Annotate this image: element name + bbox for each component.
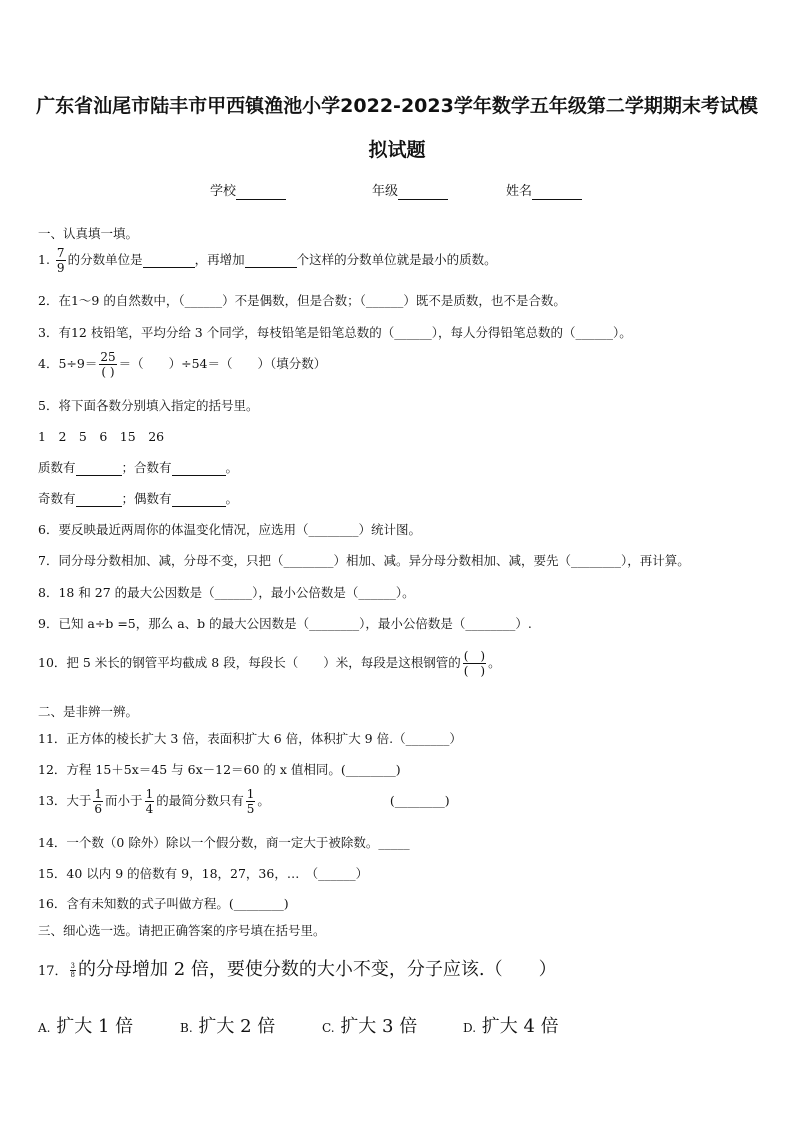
section-2-heading: 二、是非辨一辨。	[38, 704, 139, 719]
question-16: 16．含有未知数的式子叫做方程。(________)	[38, 896, 289, 911]
question-5-numbers: 1 2 5 6 15 26	[38, 429, 165, 444]
title-line-2: 拟试题	[368, 139, 426, 161]
question-3: 3．有12 枝铅笔，平均分给 3 个同学，每枝铅笔是铅笔总数的（______），每人分得铅笔总数的（______）。	[38, 325, 632, 340]
fraction: $\frac{( )}{( )}$	[463, 649, 486, 678]
section-3-heading: 三、细心选一选。请把正确答案的序号填在括号里。	[38, 923, 326, 938]
fraction: $\frac{25}{( )}$	[100, 350, 116, 379]
question-10: 10．把 5 米长的钢管平均截成 8 段，每段长（ ）米，每段是这根钢管的 $\frac{( )}{( )}$ 。	[38, 649, 501, 678]
name-field[interactable]: 姓名	[506, 180, 582, 200]
question-14: 14．一个数（0 除外）除以一个假分数，商一定大于被除数。_____	[38, 835, 410, 850]
question-17: 17． $\frac{3}{8}$ 的分母增加 2 倍，要使分数的大小不变，分子应该.（ ）	[38, 959, 557, 980]
question-12: 12．方程 15＋5x＝45 与 6x－12＝60 的 x 值相同。(________)	[38, 762, 401, 777]
fraction: $\frac{1}{4}$	[145, 787, 154, 816]
fraction: $\frac{1}{6}$	[94, 787, 103, 816]
question-2: 2．在1～9 的自然数中，（______）不是偶数，但是合数；（______）既不是质数，也不是合数。	[38, 293, 566, 308]
question-11: 11．正方体的棱长扩大 3 倍，表面积扩大 6 倍，体积扩大 9 倍.（_______）	[38, 731, 462, 746]
option-c[interactable]: C. 扩大 3 倍	[322, 1016, 418, 1037]
question-8: 8．18 和 27 的最大公因数是（______），最小公倍数是（______）。	[38, 585, 415, 600]
answer-blank[interactable]	[76, 491, 122, 507]
title-line-1: 广东省汕尾市陆丰市甲西镇渔池小学2022-2023学年数学五年级第二学期期末考试模	[36, 95, 758, 117]
question-13: 13．大于 $\frac{1}{6}$ 而小于 $\frac{1}{4}$ 的最简分数只有 $\frac{1}{5}$ 。 (________)	[38, 787, 450, 816]
school-field[interactable]: 学校	[210, 180, 286, 200]
question-15: 15．40 以内 9 的倍数有 9，18，27，36，… （______）	[38, 866, 369, 881]
section-1-heading: 一、认真填一填。	[38, 226, 139, 241]
option-b[interactable]: B. 扩大 2 倍	[180, 1016, 276, 1037]
question-9: 9．已知 a÷b =5，那么 a、b 的最大公因数是（________），最小公倍数是（________）.	[38, 616, 532, 631]
answer-blank[interactable]	[143, 252, 195, 268]
option-d[interactable]: D. 扩大 4 倍	[463, 1016, 559, 1037]
question-4: 4．5÷9＝ $\frac{25}{( )}$ ＝（ ）÷54＝（ ）（填分数）	[38, 350, 327, 379]
option-a[interactable]: A. 扩大 1 倍	[38, 1016, 134, 1037]
answer-blank[interactable]	[172, 460, 226, 476]
answer-blank[interactable]	[76, 460, 122, 476]
fraction: $\frac{1}{5}$	[246, 787, 255, 816]
answer-blank[interactable]	[172, 491, 226, 507]
question-5-odds: 奇数有 ；偶数有 。	[38, 491, 239, 506]
question-1: 1. $\frac{7}{9}$ 的分数单位是 ，再增加 个这样的分数单位就是最小的质数。	[38, 246, 497, 275]
question-7: 7．同分母分数相加、减，分母不变，只把（________）相加、减。异分母分数相加、减，要先（________），再计算。	[38, 553, 690, 568]
answer-blank[interactable]	[245, 252, 297, 268]
question-6: 6．要反映最近两周你的体温变化情况，应选用（________）统计图。	[38, 522, 421, 537]
question-5: 5．将下面各数分别填入指定的括号里。	[38, 398, 259, 413]
page-title	[30, 84, 764, 172]
grade-field[interactable]: 年级	[372, 180, 448, 200]
fraction: $\frac{7}{9}$	[56, 246, 65, 275]
question-5-primes: 质数有 ；合数有 。	[38, 460, 239, 475]
fraction: $\frac{3}{8}$	[70, 961, 76, 979]
